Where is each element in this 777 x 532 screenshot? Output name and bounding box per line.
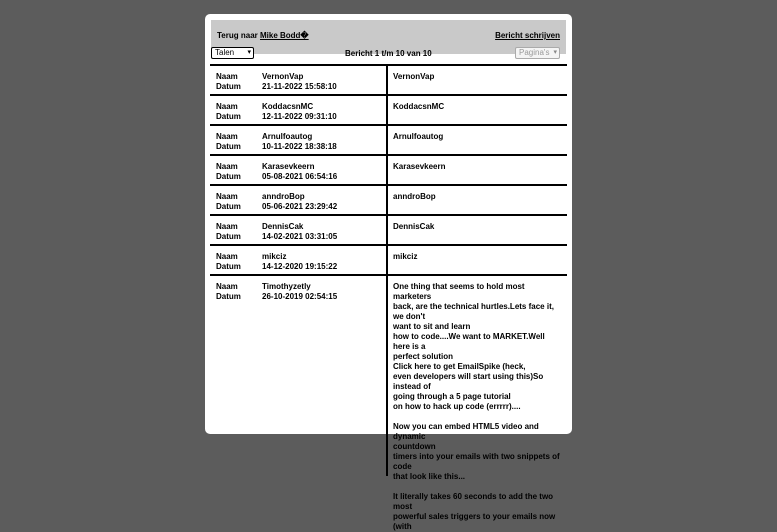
author-name: mikciz	[262, 252, 287, 261]
message-text: VernonVap	[393, 72, 435, 81]
message-date: 14-12-2020 19:15:22	[262, 262, 338, 271]
message-date: 14-02-2021 03:31:05	[262, 232, 338, 241]
message-text: Arnulfoautog	[393, 132, 444, 141]
message-meta: Naam Datum Arnulfoautog 10-11-2022 18:38:18	[210, 126, 388, 154]
back-text: Terug naar Mike Bodd�	[217, 31, 309, 40]
message-date: 05-08-2021 06:54:16	[262, 172, 338, 181]
message-row	[210, 156, 567, 186]
write-message-link[interactable]: Bericht schrijven	[495, 31, 560, 40]
message-row	[210, 276, 567, 531]
author-name: anndroBop	[262, 192, 305, 201]
message-meta: Naam Datum DennisCak 14-02-2021 03:31:05	[210, 216, 388, 244]
message-date: 26-10-2019 02:54:15	[262, 292, 338, 301]
message-row	[210, 96, 567, 126]
message-count: Bericht 1 t/m 10 van 10	[345, 49, 432, 58]
author-name: Timothyzetly	[262, 282, 311, 291]
author-name: KoddacsnMC	[262, 102, 314, 111]
guestbook-panel	[205, 14, 572, 531]
message-date: 21-11-2022 15:58:10	[262, 82, 337, 91]
back-link[interactable]: Mike Bodd�	[259, 31, 309, 40]
chevron-down-icon: ▾	[553, 49, 557, 56]
author-name: Arnulfoautog	[262, 132, 313, 141]
message-text: Karasevkeern	[393, 162, 446, 171]
message-meta: Naam Datum mikciz 14-12-2020 19:15:22	[210, 246, 388, 274]
pages-select[interactable]: Pagina's ▾	[515, 47, 560, 59]
language-select[interactable]: Talen ▾	[211, 47, 254, 59]
message-text: mikciz	[393, 252, 418, 261]
message-text: KoddacsnMC	[393, 102, 445, 111]
message-date: 05-06-2021 23:29:42	[262, 202, 338, 211]
author-name: VernonVap	[262, 72, 304, 81]
message-text: One thing that seems to hold most marketers back, are the technical hurtles.Lets face it, we don't want to sit and learn how to code....We want to MARKET.Well here is a perfect solution Click here to get EmailSpike (heck, even developers will start using this)So instead of going through a 5 page tutorial on how to hack up code (errrrr).... Now you can embed HTML5 video and dynamic countdown timers into your emails with two snippets of code that look like this... It literally takes 60 seconds to add the two most powerful sales triggers to your emails now (with	[393, 282, 560, 531]
message-meta: Naam Datum Karasevkeern 05-08-2021 06:54:16	[210, 156, 388, 184]
message-row	[210, 246, 567, 276]
author-name: DennisCak	[262, 222, 304, 231]
author-name: Karasevkeern	[262, 162, 315, 171]
message-text: anndroBop	[393, 192, 436, 201]
message-row	[210, 66, 567, 96]
message-row	[210, 186, 567, 216]
message-row	[210, 216, 567, 246]
message-meta: Naam Datum VernonVap 21-11-2022 15:58:10	[210, 66, 388, 94]
message-meta: Naam Datum anndroBop 05-06-2021 23:29:42	[210, 186, 388, 214]
message-meta: Naam Datum KoddacsnMC 12-11-2022 09:31:10	[210, 96, 388, 124]
message-date: 12-11-2022 09:31:10	[262, 112, 337, 121]
message-row	[210, 126, 567, 156]
message-text: DennisCak	[393, 222, 435, 231]
message-table	[210, 64, 567, 531]
chevron-down-icon: ▾	[247, 49, 251, 56]
message-meta: Naam Datum Timothyzetly 26-10-2019 02:54:15	[210, 276, 388, 476]
message-date: 10-11-2022 18:38:18	[262, 142, 337, 151]
